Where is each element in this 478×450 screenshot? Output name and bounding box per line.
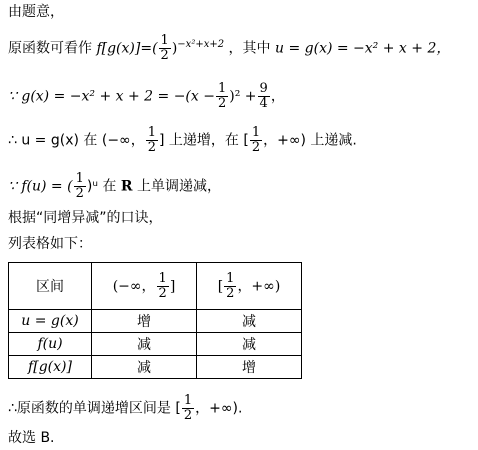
h1b: ] (169, 278, 176, 294)
text-l4a: ∴ u = g(x) 在 (−∞， (8, 132, 145, 149)
frac-num: 1 (160, 33, 169, 48)
line-4 (8, 126, 357, 155)
table-row (9, 356, 302, 379)
fraction-half (146, 126, 158, 155)
frac-den: 2 (251, 140, 261, 155)
fraction-half (182, 394, 194, 423)
fraction-half (157, 272, 169, 301)
frac-num: 1 (226, 270, 235, 286)
text-answer: 故选 B. (8, 430, 55, 446)
h2b: ，+∞) (237, 278, 281, 294)
set-R: R (120, 178, 133, 195)
text-conclusion: ∴原函数的单调递增区间是 [ (8, 400, 181, 417)
header-interval: 区间 (9, 263, 92, 310)
frac-den: 2 (217, 96, 227, 111)
fraction-half (74, 172, 86, 201)
table-cell: 增 (92, 310, 197, 333)
line-8 (8, 394, 242, 423)
row-label: u = g(x) (9, 310, 92, 333)
text-l8b: ，+∞). (195, 400, 243, 417)
text-mnemonic: 根据“同增异减”的口诀， (8, 210, 163, 226)
text-l4b: ] 上递增，在 [ (159, 132, 249, 149)
paren-close: ) (171, 40, 178, 57)
frac-num: 1 (217, 81, 227, 96)
formula-fg: f[g(x)]=( (96, 40, 158, 57)
table-cell: 减 (92, 333, 197, 356)
formula-g: ∵ g(x) = −x² + x + 2 = −(x − (8, 88, 215, 105)
frac-num: 9 (259, 81, 268, 96)
table-row (9, 310, 302, 333)
formula-u: u = g(x) = −x² + x + 2， (275, 40, 451, 57)
monotonicity-table (8, 262, 302, 379)
exponent: −x²+x+2 (177, 38, 225, 50)
text-l2b: ，其中 (228, 40, 271, 57)
text-intro: 由题意， (8, 4, 64, 20)
text-l5c: 上单调递减， (137, 178, 221, 195)
table-cell: 增 (197, 356, 302, 379)
line-6 (8, 208, 163, 228)
frac-den: 2 (158, 285, 167, 301)
frac-num: 1 (75, 171, 84, 186)
row-label: f[g(x)] (9, 356, 92, 379)
comma: ， (270, 88, 285, 105)
table-cell: 减 (197, 333, 302, 356)
row-label: f(u) (9, 333, 92, 356)
line-9 (8, 428, 55, 448)
line-7 (8, 234, 92, 254)
fraction-nine-quarters (258, 82, 270, 111)
table-cell: 减 (92, 356, 197, 379)
formula-fu: ∵ f(u) = ( (8, 178, 73, 195)
line-1 (8, 2, 64, 22)
frac-num: 1 (147, 125, 156, 140)
fraction-half (250, 126, 262, 155)
header-right-interval (197, 263, 302, 310)
frac-den: 2 (75, 186, 84, 201)
header-left-interval (92, 263, 197, 310)
line-3 (8, 82, 285, 111)
text-table-intro: 列表格如下： (8, 236, 92, 252)
line-5 (8, 172, 221, 201)
frac-den: 2 (147, 140, 156, 155)
fraction-half (216, 82, 228, 111)
table-row (9, 333, 302, 356)
fraction-half (224, 272, 236, 301)
table-cell: 减 (197, 310, 302, 333)
frac-den: 2 (160, 48, 169, 63)
line-2 (8, 34, 450, 63)
frac-num: 1 (158, 270, 167, 286)
table-header-row (9, 263, 302, 310)
fraction-half (159, 34, 171, 63)
formula-mid: )² + (229, 88, 257, 105)
text-l5b: )ᵘ 在 (86, 178, 117, 195)
frac-den: 2 (226, 285, 235, 301)
frac-num: 1 (251, 125, 261, 140)
text-l2a: 原函数可看作 (8, 40, 92, 57)
frac-num: 1 (183, 393, 193, 408)
h2a: [ (217, 278, 224, 294)
frac-den: 4 (259, 96, 268, 111)
h1a: (−∞， (112, 278, 156, 294)
frac-den: 2 (183, 408, 193, 423)
text-l4c: ，+∞) 上递减. (263, 132, 357, 149)
